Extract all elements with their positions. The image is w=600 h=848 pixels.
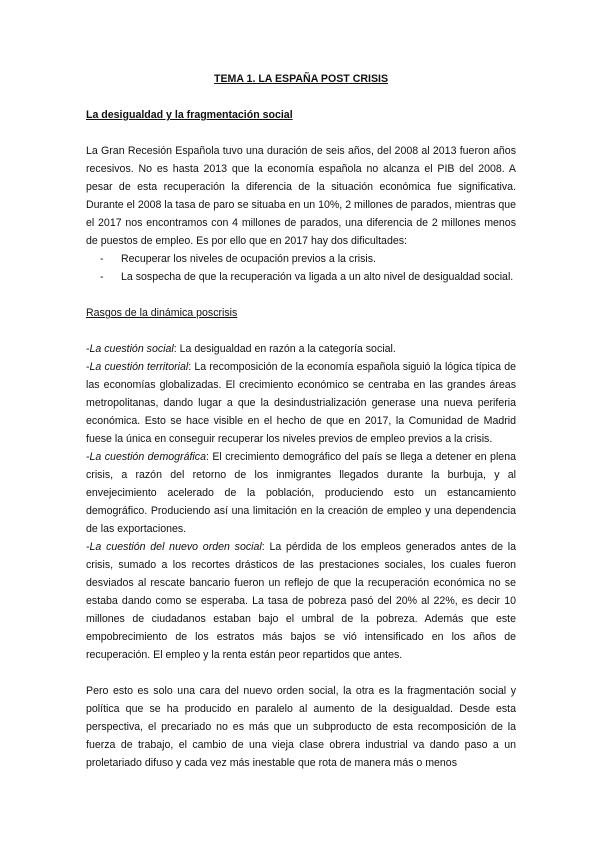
trait-paragraph-social <box>86 340 516 358</box>
trait-label: La cuestión territorial <box>89 361 189 373</box>
spacer <box>86 286 516 304</box>
section-heading-rasgos: Rasgos de la dinámica poscrisis <box>86 307 238 319</box>
trait-text: : El crecimiento demográfico del país se llega a detener en plena crisis, a razón del retorno de los inmigrantes llegados durante la burbuja, y al envejecimiento acelerado de la población, produciendo esto un estancamiento demográfico. Produciendo así una limitación en la creación de empleo y una dependencia de las exportaciones. <box>86 451 516 535</box>
trait-prefix: - <box>86 541 90 553</box>
trait-text: : La pérdida de los empleos generados antes de la crisis, sumado a los recortes drásticos de las prestaciones sociales, los cuales fueron desviados al rescate bancario fueron un reflejo de que la recuperación económica no se estaba dando como se esperaba. La tasa de pobreza pasó del 20% al 22%, es decir 10 millones de ciudadanos estaban bajo el umbral de la pobreza. Además que este empobrecimiento de los estratos más bajos se vió intensificado en los años de recuperación. El empleo y la renta están peor repartidos que antes. <box>86 541 517 661</box>
trait-label: La cuestión demográfica <box>89 451 206 463</box>
trait-paragraph-demografica <box>86 448 516 538</box>
trait-prefix: - <box>86 361 90 373</box>
trait-label: La cuestión del nuevo orden social <box>89 541 262 553</box>
trait-paragraph-nuevo-orden <box>86 538 516 664</box>
document-title: TEMA 1. LA ESPAÑA POST CRISIS <box>213 73 389 85</box>
trait-prefix: - <box>86 451 90 463</box>
list-item-text: Recuperar los niveles de ocupación previos a la crisis. <box>121 253 376 265</box>
bullet-dash: - <box>100 253 104 265</box>
trait-prefix: - <box>86 343 90 355</box>
trait-label: La cuestión social <box>89 343 174 355</box>
bullet-dash: - <box>100 271 104 283</box>
intro-paragraph: La Gran Recesión Española tuvo una duración de seis años, del 2008 al 2013 fueron años recesivos. No es hasta 2013 que la economía española no alcanza el PIB del 2008. A pesar de esta recuperación la diferencia de la situación económica fue significativa. Durante el 2008 la tasa de paro se situaba en un 10%, 2 millones de parados, mientras que el 2017 nos encontramos con 4 millones de parados, una diferencia de 2 millones menos de puestos de empleo. Es por ello que en 2017 hay dos dificultades: <box>86 145 516 247</box>
trait-paragraph-territorial <box>86 358 516 448</box>
section-heading-desigualdad: La desigualdad y la fragmentación social <box>86 109 293 121</box>
list-item <box>86 250 516 268</box>
difficulties-list <box>86 250 516 286</box>
document-body <box>86 70 516 772</box>
trait-text: : La recomposición de la economía española siguió la lógica típica de las economías globalizadas. El crecimiento económico se centraba en las grandes áreas metropolitanas, dando lugar a que la desindustrialización generase una nueva periferia económica. Esto se hace visible en el hecho de que en 2017, la Comunidad de Madrid fuese la única en conseguir recuperar los niveles previos de empleo previos a la crisis. <box>86 361 516 445</box>
trait-text: : La desigualdad en razón a la categoría social. <box>173 343 396 355</box>
spacer <box>86 664 516 682</box>
list-item <box>86 268 516 286</box>
closing-paragraph: Pero esto es solo una cara del nuevo orden social, la otra es la fragmentación social y política que se ha producido en paralelo al aumento de la desigualdad. Desde esta perspectiva, el precariado no es más que un subproducto de esta recomposición de la fuerza de trabajo, el cambio de una vieja clase obrera industrial va dando paso a un proletariado difuso y cada vez más inestable que rota de manera más o menos <box>86 685 516 769</box>
list-item-text: La sospecha de que la recuperación va ligada a un alto nivel de desigualdad social. <box>121 271 514 283</box>
